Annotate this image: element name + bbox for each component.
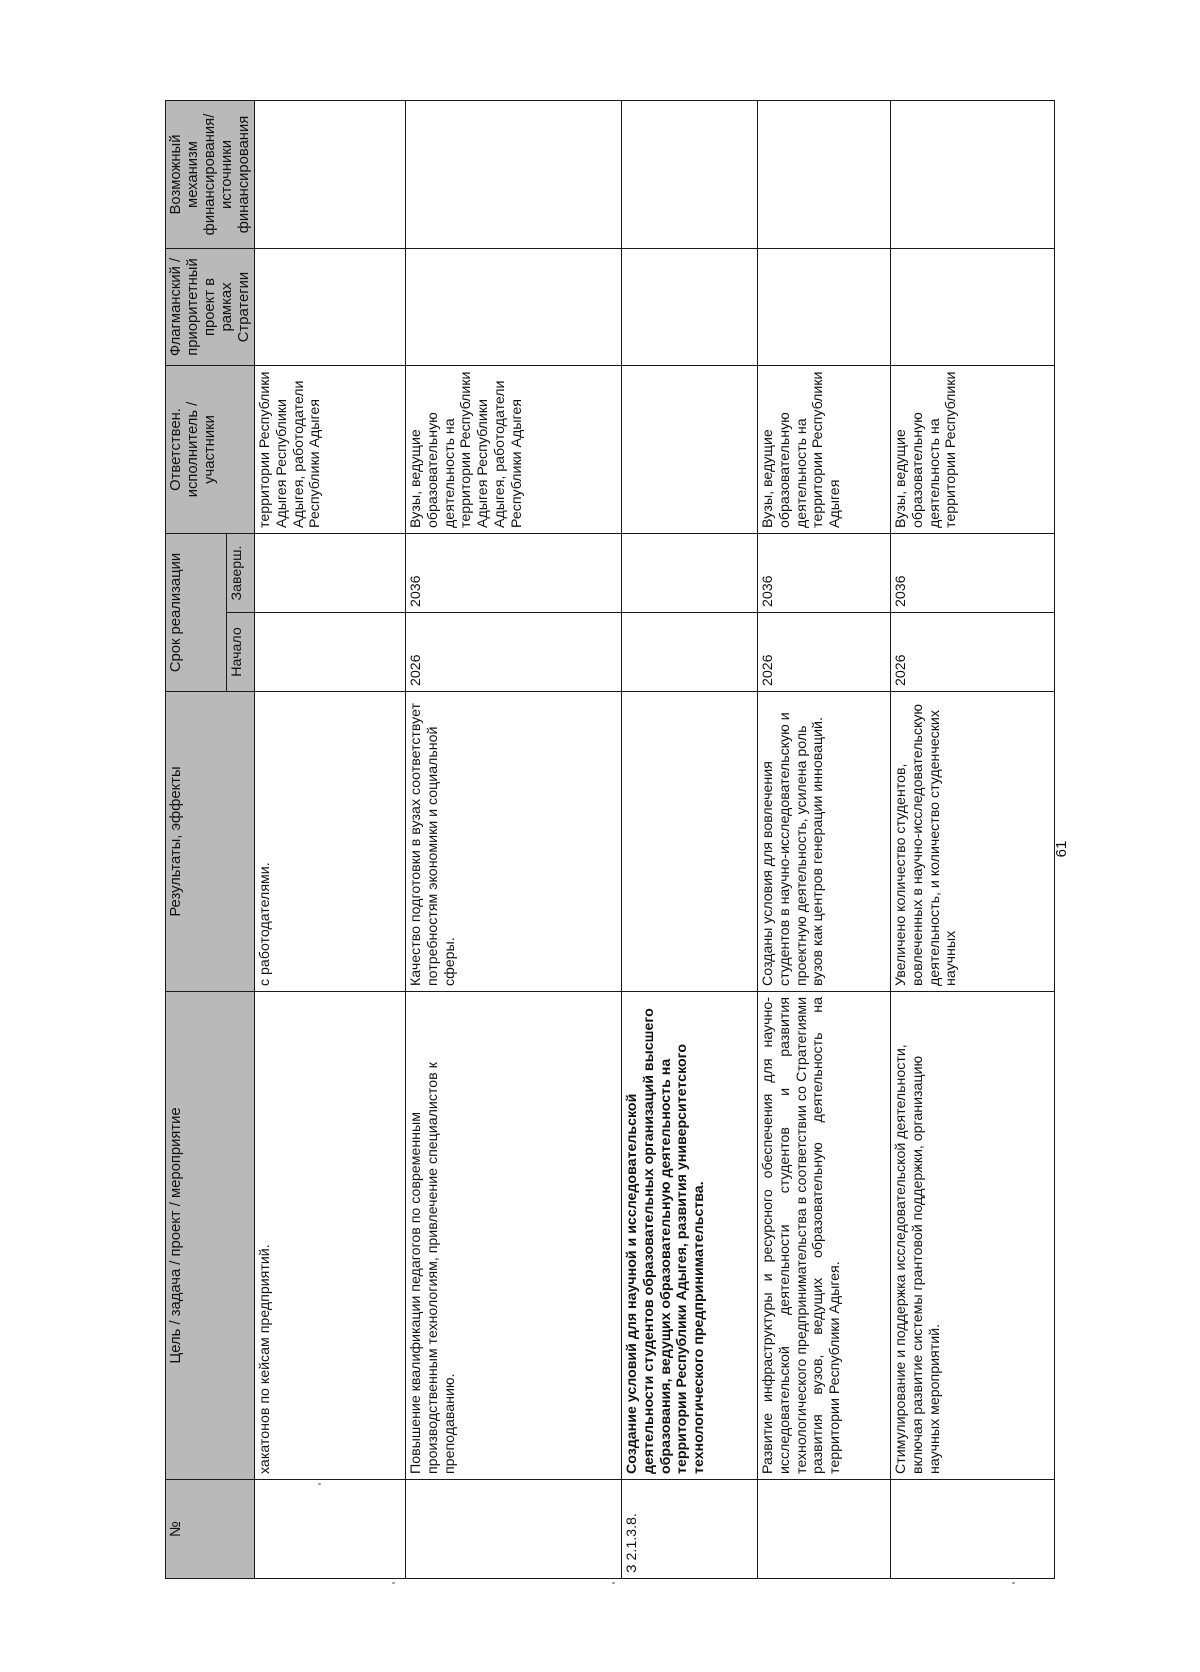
cell-start bbox=[255, 613, 406, 692]
cell-flagship bbox=[891, 249, 1055, 366]
page-number: 61 bbox=[1053, 840, 1070, 858]
cell-num bbox=[255, 1480, 406, 1579]
cell-results bbox=[622, 692, 758, 992]
cell-end: 2036 bbox=[758, 534, 891, 613]
header-num: № bbox=[166, 1480, 255, 1579]
cell-flagship bbox=[758, 249, 891, 366]
cell-end bbox=[255, 534, 406, 613]
table-row bbox=[255, 101, 406, 1579]
table-row bbox=[758, 101, 891, 1579]
cell-num bbox=[758, 1480, 891, 1579]
cell-results: с работодателями. bbox=[255, 692, 406, 992]
cell-goal: Стимулирование и поддержка исследовательской деятельности, включая развитие системы грантовой поддержки, организацию научных мероприятий. bbox=[891, 992, 1055, 1480]
cell-flagship bbox=[406, 249, 622, 366]
cell-flagship bbox=[622, 249, 758, 366]
cell-financing bbox=[406, 101, 622, 249]
rotated-page-content bbox=[165, 101, 1070, 1579]
cell-financing bbox=[758, 101, 891, 249]
cell-responsible bbox=[622, 366, 758, 534]
scan-speck bbox=[1012, 1582, 1015, 1584]
table-body bbox=[255, 101, 1055, 1579]
cell-flagship bbox=[255, 249, 406, 366]
header-term: Срок реализации bbox=[166, 534, 227, 692]
strategy-action-plan-table bbox=[165, 100, 1055, 1579]
cell-end: 2036 bbox=[891, 534, 1055, 613]
cell-start bbox=[622, 613, 758, 692]
cell-start: 2026 bbox=[758, 613, 891, 692]
cell-responsible: Вузы, ведущие образовательную деятельность на территории Республики Адыгея bbox=[758, 366, 891, 534]
header-flagship: Флагманский / приоритетный проект в рамках Стратегии bbox=[166, 249, 255, 366]
table-row bbox=[406, 101, 622, 1579]
header-results: Результаты, эффекты bbox=[166, 692, 255, 992]
table-row bbox=[891, 101, 1055, 1579]
cell-responsible: Вузы, ведущие образовательную деятельность на территории Республики bbox=[891, 366, 1055, 534]
header-financing: Возможный механизм финансирования/ источники финансирования bbox=[166, 101, 255, 249]
cell-goal: хакатонов по кейсам предприятий. bbox=[255, 992, 406, 1480]
cell-responsible: Вузы, ведущие образовательную деятельность на территории Республики Адыгея Республики Адыгея, работодатели Республики Адыгея bbox=[406, 366, 622, 534]
header-goal: Цель / задача / проект / мероприятие bbox=[166, 992, 255, 1480]
cell-results: Качество подготовки в вузах соответствует потребностям экономики и социальной сферы. bbox=[406, 692, 622, 992]
header-start: Начало bbox=[227, 613, 255, 692]
cell-goal: Повышение квалификации педагогов по современным производственным технологиям, привлечение специалистов к преподаванию. bbox=[406, 992, 622, 1480]
cell-end: 2036 bbox=[406, 534, 622, 613]
header-responsible: Ответствен. исполнитель / участники bbox=[166, 366, 255, 534]
cell-end bbox=[622, 534, 758, 613]
cell-responsible: территории Республики Адыгея Республики Адыгея, работодатели Республики Адыгея bbox=[255, 366, 406, 534]
cell-num bbox=[891, 1480, 1055, 1579]
scan-speck bbox=[318, 1483, 321, 1485]
cell-financing bbox=[891, 101, 1055, 249]
table-row bbox=[622, 101, 758, 1579]
cell-financing bbox=[255, 101, 406, 249]
cell-financing bbox=[622, 101, 758, 249]
cell-start: 2026 bbox=[406, 613, 622, 692]
cell-num: З 2.1.3.8. bbox=[622, 1480, 758, 1579]
cell-start: 2026 bbox=[891, 613, 1055, 692]
header-row bbox=[166, 101, 227, 1579]
cell-results: Созданы условия для вовлечения студентов в научно-исследовательскую и проектную деятельность, усилена роль вузов как центров генерации инноваций. bbox=[758, 692, 891, 992]
cell-goal: Развитие инфраструктуры и ресурсного обеспечения для научно-исследовательской деятельности студентов и развития технологического предпринимательства в соответствии со Стратегиями развития вузов, ведущих образовательную деятельность на территории Республики Адыгея. bbox=[758, 992, 891, 1480]
table-header bbox=[166, 101, 255, 1579]
cell-num bbox=[406, 1480, 622, 1579]
scan-speck bbox=[392, 1582, 395, 1584]
header-end: Заверш. bbox=[227, 534, 255, 613]
cell-goal: Создание условий для научной и исследовательской деятельности студентов образовательных организаций высшего образования, ведущих образовательную деятельность на территории Республики Адыгея, развития университетского технологического предпринимательства. bbox=[622, 992, 758, 1480]
scan-speck bbox=[612, 1582, 615, 1584]
cell-results: Увеличено количество студентов, вовлеченных в научно-исследовательскую деятельность, и количество студенческих научных bbox=[891, 692, 1055, 992]
